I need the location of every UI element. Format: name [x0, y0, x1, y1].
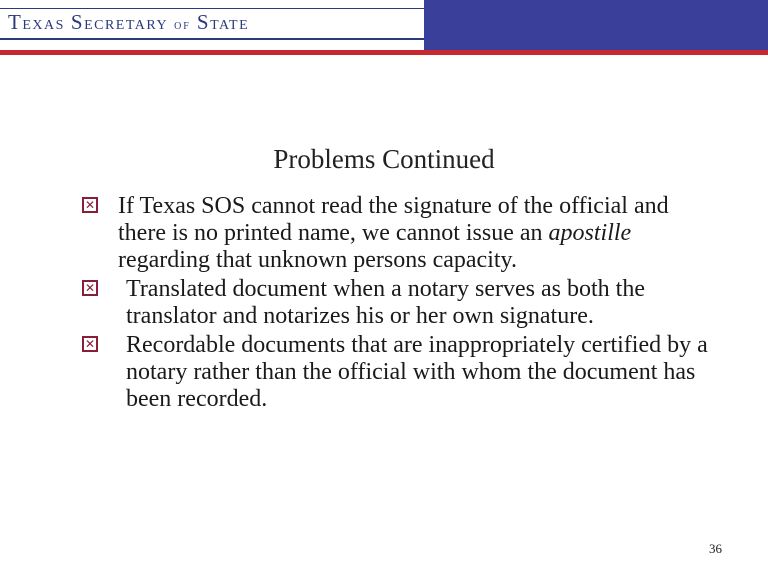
- list-item: [82, 332, 722, 413]
- list-item: [82, 193, 722, 274]
- header-rule-bottom: [0, 38, 428, 40]
- bullet-text-emphasis: apostille: [548, 220, 632, 246]
- header: [0, 0, 768, 56]
- header-color-bar: [424, 0, 768, 50]
- bullet-text-part: regarding that unknown persons capacity.: [118, 247, 517, 273]
- list-item: [82, 276, 722, 330]
- header-title-letter: S: [196, 10, 211, 34]
- header-red-rule: [0, 50, 768, 55]
- bullet-text: Recordable documents that are inappropriately certified by a notary rather than the official with whom the document has been recorded.: [126, 332, 708, 412]
- header-title-word: TATE: [210, 18, 250, 33]
- page-number: 36: [709, 541, 722, 556]
- header-title-letter: T: [8, 10, 23, 34]
- checkbox-x-icon: ✕: [82, 336, 98, 352]
- header-title-word: OF: [174, 21, 191, 32]
- bullet-text-part: If Texas SOS cannot read the signature of the official and there is no printed name, we cannot issue an: [118, 193, 669, 246]
- checkbox-x-icon: ✕: [82, 280, 98, 296]
- bullet-text: [118, 193, 722, 274]
- checkbox-x-icon: ✕: [82, 197, 98, 213]
- header-title-word: EXAS: [22, 18, 65, 33]
- header-title-letter: S: [70, 10, 85, 34]
- bullet-list: [82, 193, 722, 413]
- bullet-text: Translated document when a notary serves as both the translator and notarizes his or her own signature.: [126, 276, 645, 329]
- slide-title: Problems Continued: [273, 144, 495, 174]
- header-title-word: ECRETARY: [84, 18, 169, 33]
- header-rule-top: [0, 8, 428, 9]
- header-title: [8, 10, 249, 35]
